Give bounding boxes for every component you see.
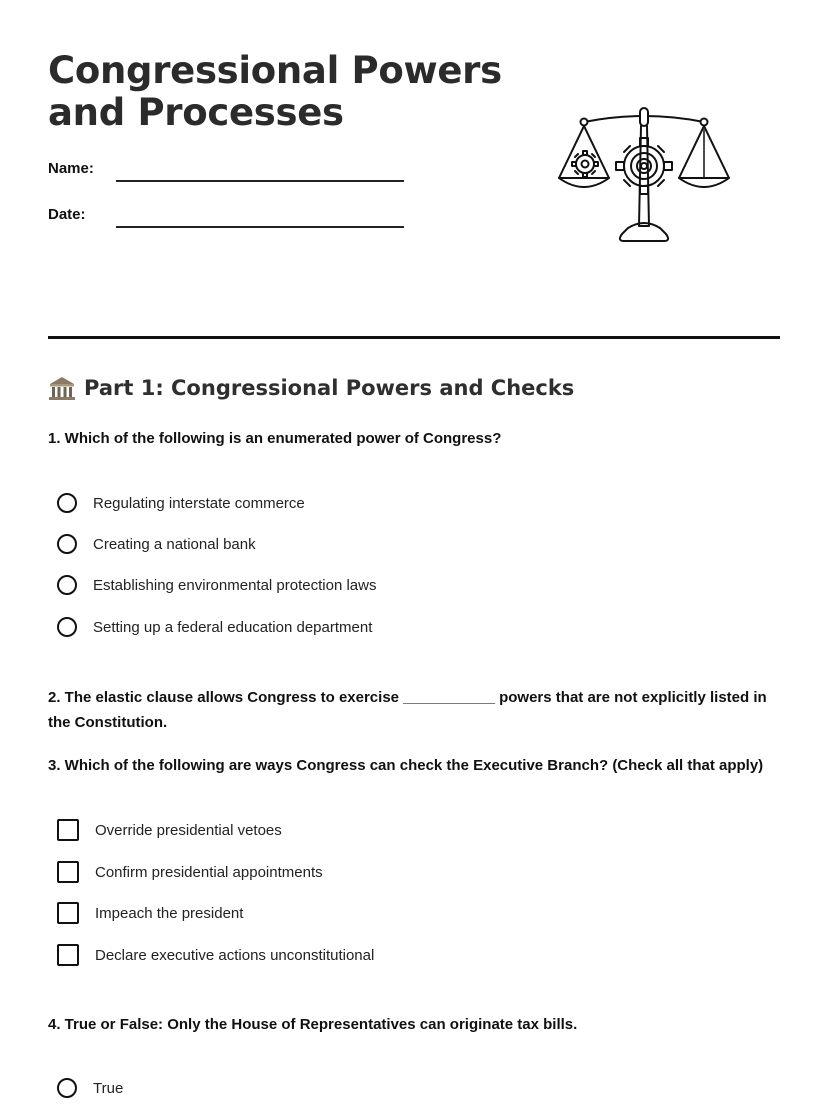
part1-heading (48, 374, 574, 402)
q1-option-3-radio[interactable] (57, 575, 77, 595)
question-1: 1. Which of the following is an enumerated power of Congress? (48, 430, 502, 447)
scales-of-justice-gear-icon (552, 100, 736, 248)
q1-option-2-radio[interactable] (57, 534, 77, 554)
title-line-2: and Processes (48, 91, 344, 134)
q3-option-3-checkbox[interactable] (57, 902, 79, 924)
header-divider (48, 336, 780, 339)
q1-option-4[interactable] (57, 615, 372, 639)
classical-building-icon (48, 374, 76, 402)
q3-option-1-label: Override presidential vetoes (95, 821, 282, 839)
q3-option-2[interactable] (57, 860, 323, 884)
q3-option-1[interactable] (57, 818, 282, 842)
q4-option-true-label: True (93, 1079, 124, 1097)
q3-option-4-label: Declare executive actions unconstitutional (95, 946, 375, 964)
date-label: Date: (48, 206, 86, 223)
q1-option-4-radio[interactable] (57, 617, 77, 637)
q1-option-2[interactable] (57, 532, 256, 556)
q1-option-2-label: Creating a national bank (93, 535, 256, 553)
q3-option-2-checkbox[interactable] (57, 861, 79, 883)
q1-option-3[interactable] (57, 573, 376, 597)
title-line-1: Congressional Powers (48, 49, 502, 92)
q1-option-1-label: Regulating interstate commerce (93, 494, 305, 512)
question-3: 3. Which of the following are ways Congress can check the Executive Branch? (Check all that apply) (48, 757, 764, 774)
part1-heading-text: Part 1: Congressional Powers and Checks (84, 376, 575, 400)
q1-option-4-label: Setting up a federal education department (93, 618, 373, 636)
date-input-line[interactable] (116, 226, 404, 228)
q1-option-3-label: Establishing environmental protection laws (93, 576, 377, 594)
question-4: 4. True or False: Only the House of Representatives can originate tax bills. (48, 1016, 578, 1033)
q4-option-true-radio[interactable] (57, 1078, 77, 1098)
q3-option-1-checkbox[interactable] (57, 819, 79, 841)
q3-option-4[interactable] (57, 943, 374, 967)
worksheet-title (48, 50, 502, 134)
q3-option-2-label: Confirm presidential appointments (95, 863, 323, 881)
q1-option-1-radio[interactable] (57, 493, 77, 513)
q3-option-4-checkbox[interactable] (57, 944, 79, 966)
name-input-line[interactable] (116, 180, 404, 182)
q3-option-3[interactable] (57, 901, 243, 925)
q3-option-3-label: Impeach the president (95, 904, 244, 922)
q4-option-true[interactable] (57, 1076, 123, 1100)
q1-option-1[interactable] (57, 491, 305, 515)
question-2: 2. The elastic clause allows Congress to exercise ___________ powers that are not explicitly listed in the Constitution. (48, 689, 767, 731)
name-label: Name: (48, 160, 94, 177)
